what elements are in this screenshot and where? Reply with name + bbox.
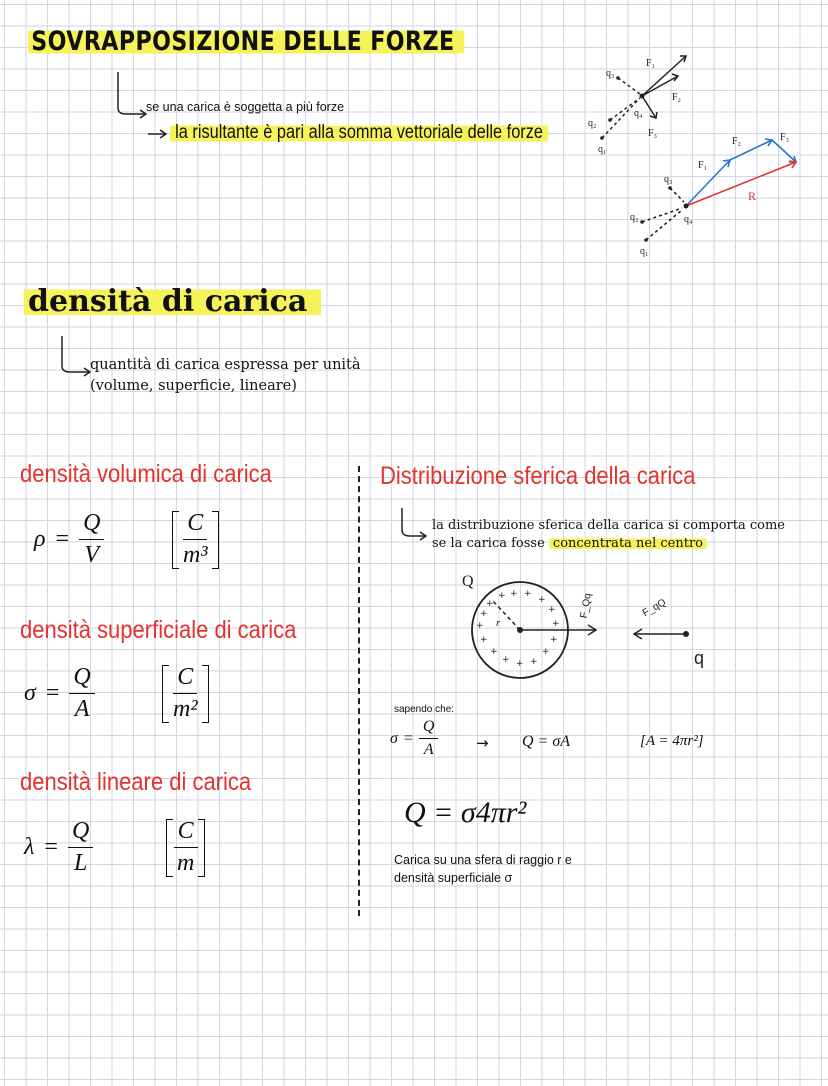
volumetric-heading: densità volumica di carica (20, 460, 272, 488)
radius-label: r (496, 617, 501, 629)
fraction-denominator: L (73, 850, 88, 876)
sigma-symbol: σ (24, 680, 36, 706)
fraction-denominator: A (74, 696, 90, 722)
svg-text:+: + (486, 599, 494, 609)
linear-unit (166, 818, 205, 884)
diagram-label: F₃ (648, 128, 658, 139)
svg-text:+: + (498, 591, 506, 601)
fraction-numerator: Q (68, 818, 93, 848)
knowing-label: sapendo che: (394, 704, 455, 715)
sigma-relation: σ = $\frac{Q}{A}$ (390, 718, 438, 759)
spherical-note-text: se la carica fosse (432, 536, 549, 551)
svg-text:+: + (516, 659, 524, 669)
linear-heading: densità lineare di carica (20, 768, 252, 796)
diagram-label: F₂ (672, 92, 682, 103)
svg-text:+: + (548, 605, 556, 615)
svg-text:+: + (524, 589, 532, 599)
force-label-1: F_Qq (578, 592, 594, 620)
diagram-label: q₄ (634, 108, 643, 119)
superposition-title: SOVRAPPOSIZIONE DELLE FORZE (28, 26, 464, 57)
surface-heading: densità superficiale di carica (20, 616, 297, 644)
unit-denominator: m (177, 850, 195, 876)
sphere-Q-label: Q (462, 573, 474, 590)
lambda-symbol: λ (24, 834, 35, 860)
hook-arrow-1 (110, 68, 150, 118)
svg-text:+: + (490, 647, 498, 657)
unit-numerator: C (174, 818, 198, 848)
diagram-label: q₄ (684, 214, 693, 225)
q-sigma-a-formula: Q = σA (522, 733, 571, 750)
implies-arrow: → (476, 734, 489, 752)
column-divider (358, 466, 360, 916)
unit-denominator: m² (173, 696, 198, 722)
spherical-heading: Distribuzione sferica della carica (380, 462, 696, 490)
spherical-note-highlight: concentrata nel centro (549, 536, 707, 551)
linear-formula: λ = $\frac{Q}{L}$ (24, 818, 93, 877)
diagram-label: q₁ (598, 144, 607, 155)
big-formula: Q = σ4πr² (404, 796, 527, 829)
diagram-label: F₁ (646, 58, 656, 69)
arrow-right-icon (146, 128, 170, 140)
svg-text:+: + (542, 647, 550, 657)
surface-unit (162, 664, 209, 730)
svg-text:+: + (552, 619, 560, 629)
volumetric-unit (172, 510, 219, 576)
rho-symbol: ρ (34, 526, 46, 552)
svg-text:+: + (530, 657, 538, 667)
fraction-numerator: Q (69, 664, 94, 694)
superposition-result: la risultante è pari alla somma vettoriale delle forze (170, 122, 548, 144)
diagram-label: F₁ (698, 160, 708, 171)
fraction-numerator: Q (419, 718, 439, 739)
diagram-label: R (748, 189, 757, 203)
diagram-label: q₃ (606, 68, 615, 79)
diagram-label: q₃ (664, 174, 673, 185)
svg-text:+: + (550, 635, 558, 645)
svg-text:+: + (510, 589, 518, 599)
svg-text:+: + (480, 635, 488, 645)
point-q-label: q (694, 648, 705, 668)
fraction-denominator: V (84, 542, 100, 568)
diagram-label: F₂ (732, 136, 742, 147)
unit-numerator: C (173, 664, 197, 694)
surface-formula: σ = $\frac{Q}{A}$ (24, 664, 95, 723)
hook-arrow-3 (396, 506, 430, 542)
unit-numerator: C (183, 510, 207, 540)
unit-denominator: m³ (183, 542, 208, 568)
sigma-symbol: σ (390, 729, 398, 747)
force-label-2: F_qQ (640, 597, 668, 620)
sphere-diagram (458, 570, 718, 680)
superposition-note: se una carica è soggetta a più forze (146, 100, 345, 114)
diagram-label: q₂ (630, 212, 639, 223)
volumetric-formula: ρ = $\frac{Q}{V}$ (34, 510, 104, 569)
density-note-line1: quantità di carica espressa per unità (90, 357, 361, 373)
svg-text:+: + (502, 655, 510, 665)
caption-line2: densità superficiale σ (394, 871, 513, 885)
fraction-denominator: A (423, 741, 434, 758)
spherical-note-line2 (432, 536, 707, 551)
svg-text:+: + (538, 595, 546, 605)
diagram-label: F₃ (780, 132, 790, 143)
diagram-label: q₂ (588, 118, 597, 129)
caption-line1: Carica su una sfera di raggio r e (394, 853, 572, 867)
density-title: densità di carica (24, 284, 321, 319)
fraction-numerator: Q (79, 510, 104, 540)
spherical-note-line1: la distribuzione sferica della carica si comporta come (432, 518, 785, 533)
area-formula: [A = 4πr²] (640, 733, 704, 749)
diagram-label: q₁ (640, 246, 649, 257)
density-note-line2: (volume, superficie, lineare) (90, 378, 297, 394)
superposition-diagram (580, 40, 820, 270)
svg-text:+: + (476, 621, 484, 631)
svg-text:+: + (480, 609, 488, 619)
